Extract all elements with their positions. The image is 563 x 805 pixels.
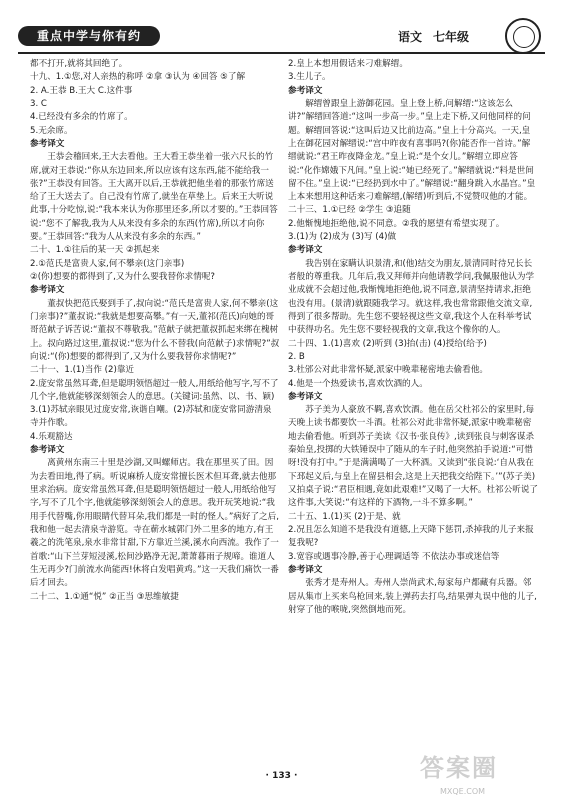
left-text-column bbox=[30, 58, 280, 758]
text-line: 2. B bbox=[288, 351, 305, 362]
text-line: 4.乐观豁达 bbox=[30, 431, 73, 442]
text-line: 十九、1.①您,对人亲热的称呼 ②拿 ③认为 ④回答 ⑤了解 bbox=[30, 72, 246, 83]
section-heading: 参考译文 bbox=[288, 564, 323, 575]
text-line: 2.况且怎么知道不是我没有道德,上天降下惩罚,杀掉我的儿子来报复我呢? bbox=[288, 524, 534, 549]
text-line: 我告别在家瞒认识景清,和(他)结交为朋友,景清同时待兄长长者般的尊重我。几年后,我又拜师并向他请教学问,我佩服他认为学业成就不会超过他,我惭愧地拒绝他,说不同意,景清坚持请求,拒绝也没有用。(景清)就跟随我学习。就这样,我也常常跟他交流文章,得到了很多帮助。先生您不要轻视这些文章,我这个人在科举考试中获得功名。先生您不要轻视我的文章,我这个像你的人。 bbox=[288, 258, 535, 336]
emblem-icon bbox=[505, 18, 541, 54]
series-brand-banner: 重点中学与你有约 bbox=[18, 26, 160, 46]
section-heading: 参考译文 bbox=[30, 285, 65, 296]
watermark-url: MXQE.COM bbox=[440, 787, 486, 796]
text-line: 解缙曾跟皇上游御花园。皇上登上桥,问解缙:“这该怎么讲?”解缙回答道:“这叫一步高一步。”皇上走下桥,又问他同样的问题。解缙回答说:“这叫后边又比前边高。”皇上十分高兴。一天,皇上在御花园对解缙说:“宫中昨夜有喜事吗?(你)能否作一首诗。”解缙就说:“君王昨夜降金龙。”皇上说:“是个女儿。”解缙立即应答说:“化作嫦娥下凡间。”皇上说:“她已经死了。”解缙就说:“料是世间留不住。”皇上说:“已经扔到水中了。”解缙说:“翻身跳入水晶宫。”皇上本来想用这种话来刁难解缙,(解缙)听到后,不觉赞叹他的才能。 bbox=[288, 98, 536, 203]
text-line: 3.生儿子。 bbox=[288, 72, 331, 83]
text-line: 苏子美为人豪放不羁,喜欢饮酒。他在岳父杜祁公的家里时,每天晚上读书都要饮一斗酒。杜祁公对此非常怀疑,派家中晚辈秘密地去偷看他。听到苏子美读《汉书·张良传》,读到张良与刺客谋杀秦始皇,投掷的大铁锤误中了随从的车子时,他突然拍手说道:“可惜呀!没有打中。”于是满满喝了一大杯酒。又读到“张良说:‘自从我在下邳起义后,与皇上在留县相会,这是上天把我交给陛下。’”(苏子美)又拍桌子说:“君臣相遇,竟如此艰难!”又喝了一大杯。杜祁公听说了这件事,大笑说:“有这样的下酒物,一斗不算多啊。” bbox=[288, 405, 538, 509]
text-line: 4.他是一个热爱读书,喜欢饮酒的人。 bbox=[288, 378, 428, 389]
page-number: · 133 · bbox=[265, 771, 298, 781]
text-line: 二十一、1.(1)当作 (2)靠近 bbox=[30, 365, 135, 376]
page-header bbox=[0, 0, 563, 56]
text-line: 张秀才是寿州人。寿州人崇尚武术,每家每户都藏有兵器。邻居从集市上买来鸟枪回来,装上弹药去打鸟,结果弹丸误中他的儿子,射穿了他的喉咙,突然倒地而死。 bbox=[288, 578, 537, 615]
section-heading: 参考译文 bbox=[288, 85, 323, 96]
text-line: 3.(1)为 (2)成为 (3)写 (4)做 bbox=[288, 232, 397, 243]
text-line: 3.宽容或遇事冷静,善于心理调适等 不依法办事或迷信等 bbox=[288, 551, 500, 562]
grade-label: 七年级 bbox=[433, 30, 470, 44]
text-line: 5.无余席。 bbox=[30, 125, 73, 136]
text-line: 3. C bbox=[30, 98, 47, 109]
text-line: 都不打开,就将其回绝了。 bbox=[30, 59, 128, 69]
text-line: 2.①范氏是富贵人家,何不攀亲(这门亲事) bbox=[30, 258, 185, 269]
section-heading: 参考译文 bbox=[288, 391, 323, 402]
text-line: 离黄州东南三十里是沙湖,又叫螺师店。我在那里买了田。因为去看田地,得了病。听说麻桥人庞安常擅长医术但耳聋,就去他那里求治病。庞安常虽然耳聋,但是聪明领悟超过一般人,用纸给他写字,写不了几个字,他就能够深刻领会人的意思。我开玩笑地说:“我用手代替嘴,你用眼睛代替耳朵,我们都是一时的怪人。”病好了之后,我和他一起去清泉寺游览。寺在蕲水城郭门外二里多的地方,有王羲之的洗笔泉,泉水非常甘甜,下方靠近兰溪,溪水向西流。我作了一首歌:“山下兰芽短浸溪,松间沙路净无泥,萧萧暮雨子规啼。谁道人生无再少?门前流水尚能西!休将白发唱黄鸡。”这一天我们痛饮一番后才回去。 bbox=[30, 458, 279, 589]
text-line: ②(你)想要的都得到了,又为什么要我替你求情呢? bbox=[30, 272, 215, 282]
header-divider bbox=[18, 52, 545, 54]
subject-label: 语文 bbox=[398, 30, 423, 44]
text-line: 3.(1)苏轼亲眼见过庞安常,诙谐自嘲。(2)苏轼和庞安常同游清泉寺并作歌。 bbox=[30, 405, 272, 429]
section-heading: 参考译文 bbox=[30, 445, 65, 456]
text-line: 2. A.王恭 B.王大 C.这件事 bbox=[30, 85, 133, 96]
watermark-logo: 答案圈 bbox=[420, 754, 498, 782]
text-line: 二十四、1.(1)喜欢 (2)听到 (3)抬(击) (4)授给(给予) bbox=[288, 338, 487, 349]
text-line: 二十五、1.(1)买 (2)于是、就 bbox=[288, 511, 401, 522]
text-line: 3.杜邠公对此非常怀疑,派家中晚辈秘密地去偷看他。 bbox=[288, 365, 488, 376]
text-line: 2.皇上本想用假话来刁难解缙。 bbox=[288, 59, 408, 69]
text-line: 二十、1.①往后的某一天 ②抓起来 bbox=[30, 245, 160, 256]
text-line: 2.庞安常虽然耳聋,但是聪明领悟超过一般人,用纸给他写字,写不了几个字,他就能够深刻领会人的意思。(关键词:虽然、以、书、颖) bbox=[30, 378, 279, 402]
section-heading: 参考译文 bbox=[288, 245, 323, 256]
text-line: 董叔快把范氏娶到手了,叔向说:“范氏是富贵人家,何不攀亲(这门亲事)?”董叔说:“我就是想要高攀。”有一天,董祁(范氏)向她的哥哥范献子诉苦说:“董叔不尊敬我。”范献子就把董叔抓起来绑在槐树上。叔向路过这里,董叔说:“您为什么不替我(向范献子)求情呢?”叔向说:“(你)想要的都得到了,又为什么要我替你求情呢?” bbox=[30, 298, 280, 362]
text-line: 4.已经没有多余的竹席了。 bbox=[30, 112, 133, 123]
right-text-column bbox=[288, 58, 538, 758]
text-line: 二十三、1.①已经 ②学生 ③追随 bbox=[288, 205, 411, 216]
text-line: 2.他惭愧地拒绝他,说不同意。②我的愿望有希望实现了。 bbox=[288, 218, 505, 229]
text-line: 王恭会稽回来,王大去看他。王大看王恭坐着一张六尺长的竹席,就对王恭说:“你从东边回来,所以应该有这东西,能不能给我一张?”王恭没有回答。王大离开以后,王恭就把他坐着的那张竹席送给了王大送去了。自己没有竹席了,就坐在草垫上。后来王大听说此事,十分吃惊,说:“我本来认为你那里还多,所以才要的。”王恭回答说:“您不了解我,我为人从来没有多余的东西(竹席),所以才向你要。”王恭回答:“我为人从来没有多余的东西。” bbox=[30, 152, 278, 243]
section-heading: 参考译文 bbox=[30, 138, 65, 149]
text-line: 二十二、1.①通“悦” ②正当 ③思维敏捷 bbox=[30, 591, 179, 602]
